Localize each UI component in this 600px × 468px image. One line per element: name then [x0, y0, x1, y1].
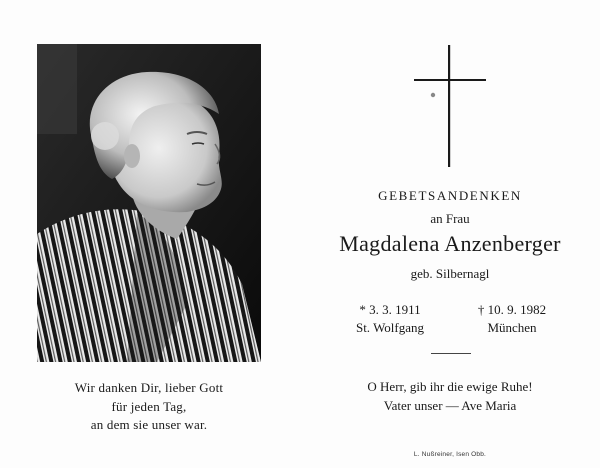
birth-place: St. Wolfgang	[355, 320, 425, 335]
prayer-line: O Herr, gib ihr die ewige Ruhe!	[367, 379, 533, 394]
verse-line: für jeden Tag,	[111, 398, 187, 414]
verse-line: an dem sie unser war.	[90, 417, 208, 432]
verse-line: Wir danken Dir, lieber Gott	[74, 380, 224, 395]
deceased-name: Magdalena Anzenberger	[339, 231, 561, 256]
death-info	[462, 301, 562, 337]
prayer-text	[300, 377, 600, 415]
portrait-photo	[37, 44, 261, 362]
cross-icon	[414, 45, 486, 167]
card-title: GEBETSANDENKEN	[378, 188, 522, 203]
maiden-name: geb. Silbernagl	[410, 266, 490, 281]
printer-imprint: L. Nußreiner, Isen Obb.	[413, 451, 487, 458]
death-date: † 10. 9. 1982	[477, 302, 547, 317]
prayer-line: Vater unser — Ave Maria	[383, 398, 517, 413]
addressed-line: an Frau	[430, 211, 470, 226]
divider	[431, 353, 471, 354]
birth-info	[340, 301, 440, 337]
birth-date: * 3. 3. 1911	[359, 302, 421, 317]
death-place: München	[487, 320, 537, 335]
thanks-verse	[37, 379, 261, 435]
